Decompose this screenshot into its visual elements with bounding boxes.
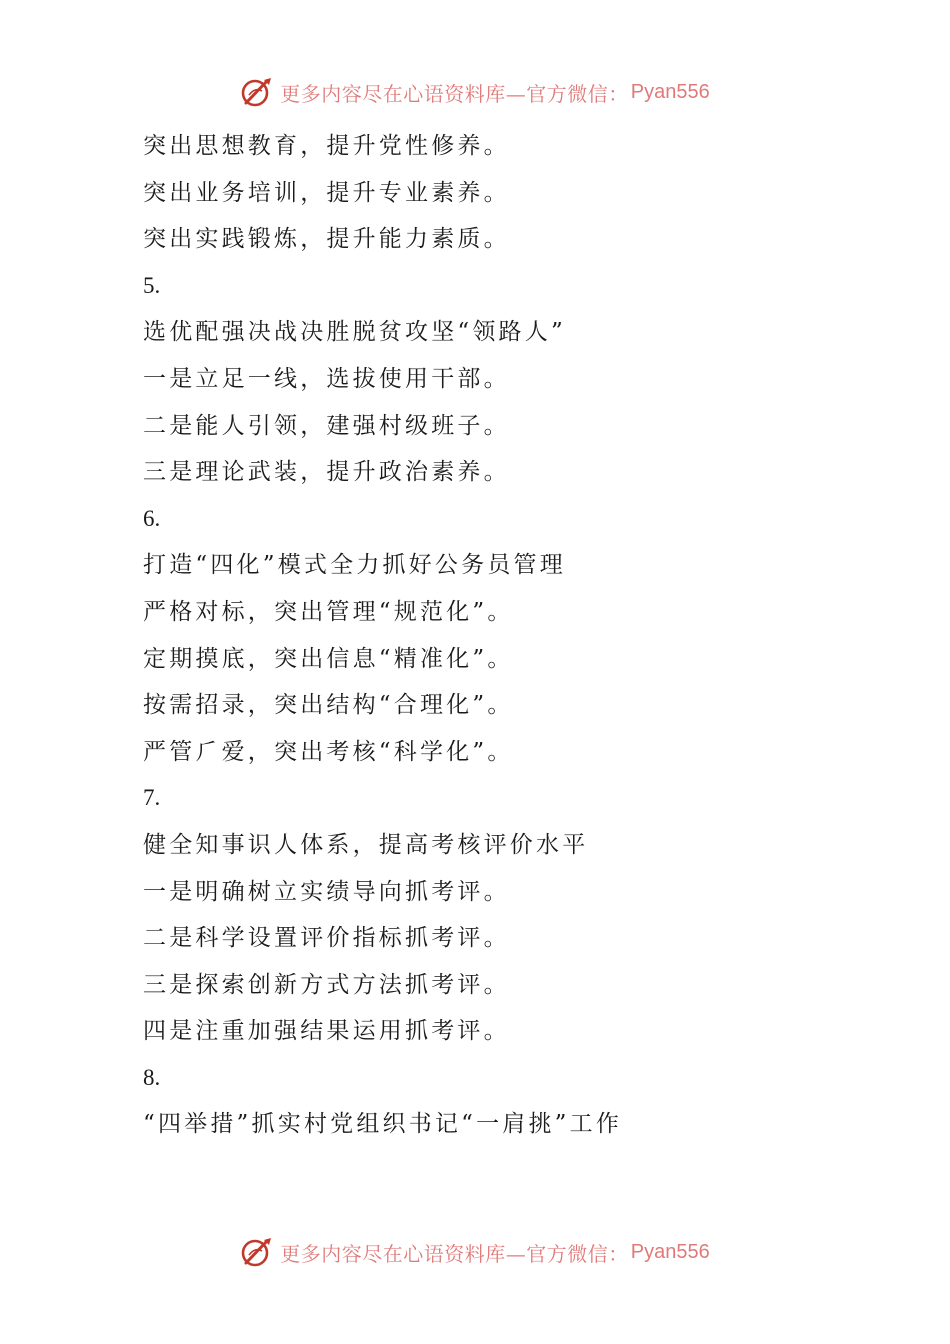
text-line: 二是能人引领，建强村级班子。 bbox=[143, 412, 510, 439]
text-line: 按需招录，突出结构“合理化”。 bbox=[143, 692, 514, 719]
text-line: 一是立足一线，选拔使用干部。 bbox=[143, 365, 510, 392]
pen-logo-icon bbox=[240, 75, 274, 109]
text-line: 四是注重加强结果运用抓考评。 bbox=[143, 1018, 510, 1045]
footer-watermark-banner bbox=[0, 1232, 950, 1272]
text-line: 二是科学设置评价指标抓考评。 bbox=[143, 925, 510, 952]
section-number: 5. bbox=[143, 272, 161, 298]
text-line: 定期摸底，突出信息“精准化”。 bbox=[143, 645, 514, 672]
text-line: 健全知事识人体系，提高考核评价水平 bbox=[143, 831, 589, 858]
text-line: 一是明确树立实绩导向抓考评。 bbox=[143, 878, 510, 905]
section-number: 6. bbox=[143, 505, 161, 531]
header-watermark-banner bbox=[0, 72, 950, 112]
text-line: 严格对标，突出管理“规范化”。 bbox=[143, 598, 514, 625]
text-line: 打造“四化”模式全力抓好公务员管理 bbox=[143, 552, 566, 579]
text-line: 三是理论武装，提升政治素养。 bbox=[143, 459, 510, 486]
banner-text: 更多内容尽在心语资料库—官方微信： bbox=[280, 1241, 629, 1266]
section-number: 7. bbox=[143, 785, 161, 811]
text-line: 突出业务培训，提升专业素养。 bbox=[143, 179, 510, 206]
banner-wechat-id: Pyan556 bbox=[630, 1240, 710, 1263]
banner-wechat-id: Pyan556 bbox=[630, 80, 710, 103]
text-line: 三是探索创新方式方法抓考评。 bbox=[143, 971, 510, 998]
section-number: 8. bbox=[143, 1064, 161, 1090]
text-line: 严管⺁爱，突出考核“科学化”。 bbox=[143, 738, 514, 765]
pen-logo-icon bbox=[240, 1235, 274, 1269]
text-line: 突出实践锻炼，提升能力素质。 bbox=[143, 226, 510, 253]
text-line: “四举措”抓实村党组织书记“一肩挑”工作 bbox=[143, 1111, 623, 1138]
banner-text: 更多内容尽在心语资料库—官方微信： bbox=[280, 81, 629, 106]
text-line: 选优配强决战决胜脱贫攻坚“领路人” bbox=[143, 319, 566, 346]
text-line: 突出思想教育，提升党性修养。 bbox=[143, 133, 510, 159]
document-body bbox=[143, 123, 903, 1148]
